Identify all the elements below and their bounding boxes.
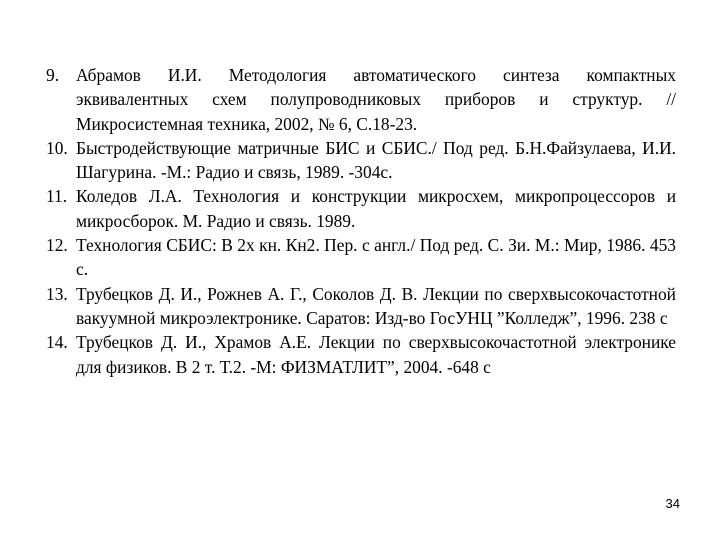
reference-number: 9.: [46, 65, 60, 85]
reference-item: [46, 184, 676, 233]
reference-text: Технология СБИС: В 2х кн. Кн2. Пер. с англ./ Под ред. С. Зи. М.: Мир, 1986. 453 с.: [76, 235, 676, 280]
reference-item: [46, 233, 676, 282]
reference-number: 10.: [46, 137, 68, 158]
reference-number: 13.: [46, 283, 68, 304]
reference-item: [46, 63, 676, 136]
reference-number: 11.: [46, 186, 68, 207]
reference-list: [46, 63, 676, 379]
reference-item: [46, 330, 676, 379]
reference-number: 12.: [46, 235, 68, 256]
reference-number: 14.: [46, 332, 68, 353]
reference-text: Трубецков Д. И., Рожнев А. Г., Соколов Д. В. Лекции по сверхвысокочастотной вакуумной микроэлектронике. Саратов: Изд-во ГосУНЦ ”Колледж”, 1996. 238 с: [76, 283, 676, 328]
reference-item: [46, 282, 676, 331]
reference-item: [46, 136, 676, 185]
page-number: 34: [665, 496, 680, 511]
reference-text: Трубецков Д. И., Храмов А.Е. Лекции по сверхвысокочастотной электронике для физиков. В 2 т. Т.2. -М: ФИЗМАТЛИТ”, 2004. -648 с: [76, 332, 676, 377]
reference-text: Быстродействующие матричные БИС и СБИС./ Под ред. Б.Н.Файзулаева, И.И. Шагурина. -М.: Радио и связь, 1989. -304с.: [76, 137, 676, 183]
reference-text: Абрамов И.И. Методология автоматического синтеза компактных эквивалентных схем полупроводниковых приборов и структур. // Микросистемная техника, 2002, № 6, С.18-23.: [76, 65, 676, 134]
reference-text: Коледов Л.А. Технология и конструкции микросхем, микропроцессоров и микросборок. М. Радио и связь. 1989.: [76, 186, 676, 231]
